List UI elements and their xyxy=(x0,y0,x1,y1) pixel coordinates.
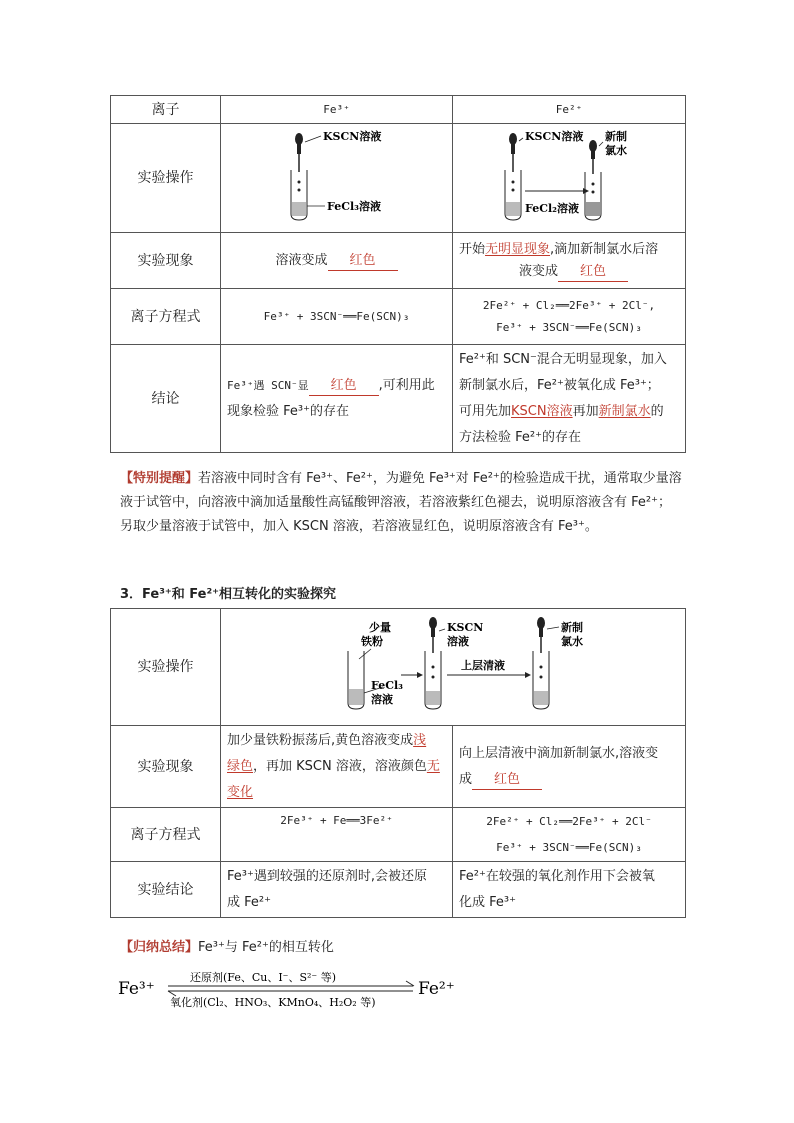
row-label-conclusion: 结论 xyxy=(111,345,221,453)
table-row xyxy=(111,609,686,726)
equation-line: 2Fe³⁺ + Fe══3Fe²⁺ xyxy=(280,814,393,827)
reagent-label: KSCN溶液 xyxy=(525,130,584,143)
special-tip xyxy=(120,467,682,539)
header-ion: 离子 xyxy=(111,96,221,124)
row-label-operation: 实验操作 xyxy=(111,609,221,726)
test-tube-chlorine-figure xyxy=(453,124,686,224)
text: 溶液变成 xyxy=(275,252,328,268)
text-line xyxy=(459,399,679,425)
text: 加少量铁粉振荡后,黄色溶液变成 xyxy=(227,732,414,748)
text: 向上层清液中滴加新制氯水,溶液变 xyxy=(459,745,659,761)
row-label-phenomenon: 实验现象 xyxy=(111,233,221,289)
fecl3-label-1: FeCl₃ xyxy=(371,679,403,692)
fe3-label: Fe³⁺ xyxy=(118,979,155,999)
text: 成 xyxy=(459,771,473,787)
upper-clear-label: 上层清液 xyxy=(461,659,505,672)
equation-line: 2Fe²⁺ + Cl₂══2Fe³⁺ + 2Cl⁻ xyxy=(486,814,652,828)
text: Fe²⁺和 SCN⁻混合无明显现象，加入 xyxy=(459,351,667,367)
reducing-agents-label: 还原剂(Fe、Cu、I⁻、S²⁻ 等) xyxy=(190,971,337,984)
answer-blank: 无 xyxy=(426,758,440,774)
text: 开始 xyxy=(459,241,486,257)
table-row xyxy=(111,862,686,918)
equation-line: Fe³⁺ + 3SCN⁻══Fe(SCN)₃ xyxy=(496,320,642,334)
left-phenomenon xyxy=(221,726,453,808)
chlorine-label-2: 氯水 xyxy=(605,144,627,157)
solution-label: FeCl₂溶液 xyxy=(525,202,579,215)
right-conclusion xyxy=(453,862,686,918)
iron-label-1: 少量 xyxy=(369,621,391,634)
row-label-equation: 离子方程式 xyxy=(111,808,221,862)
summary-label: 【归纳总结】 xyxy=(120,940,199,955)
row-label-equation: 离子方程式 xyxy=(111,289,221,345)
conversion-apparatus-figure xyxy=(221,609,686,717)
row-label-phenomenon: 实验现象 xyxy=(111,726,221,808)
summary-heading xyxy=(120,936,682,960)
chlorine-label-1: 新制 xyxy=(605,130,627,143)
left-equation xyxy=(221,808,453,862)
fe3-equation: Fe³⁺ + 3SCN⁻══Fe(SCN)₃ xyxy=(221,289,453,345)
answer-blank: 新制氯水 xyxy=(598,403,651,419)
text: 化成 Fe³⁺ xyxy=(459,894,516,910)
text: Fe³⁺遇到较强的还原剂时,会被还原 xyxy=(227,868,427,884)
text: 再加 xyxy=(572,403,599,419)
kscn-label-2: 溶液 xyxy=(447,635,469,648)
oxidizing-agents-label: 氧化剂(Cl₂、HNO₃、KMnO₄、H₂O₂ 等) xyxy=(170,996,376,1009)
table-row xyxy=(111,345,686,453)
fe-conversion-table xyxy=(110,608,686,918)
fe2-label: Fe²⁺ xyxy=(418,979,455,999)
answer-blank: 红色 xyxy=(309,377,379,396)
answer-blank: 绿色 xyxy=(227,758,254,774)
left-conclusion xyxy=(221,862,453,918)
fe3-operation-figure xyxy=(221,124,453,233)
equation-line: Fe³⁺ + 3SCN⁻══Fe(SCN)₃ xyxy=(496,840,642,854)
header-fe2: Fe²⁺ xyxy=(453,96,686,124)
table-row xyxy=(111,233,686,289)
text: 现象检验 Fe³⁺的存在 xyxy=(227,403,349,419)
fe3-phenomenon xyxy=(221,233,453,289)
text: ,滴加新制氯水后溶 xyxy=(550,241,659,257)
chlorine-label-1: 新制 xyxy=(561,621,583,634)
solution-label: FeCl₃溶液 xyxy=(327,200,381,213)
table-row xyxy=(111,124,686,233)
interconversion-diagram xyxy=(118,962,478,1012)
text: 新制氯水后，Fe²⁺被氧化成 Fe³⁺； xyxy=(459,377,660,393)
conversion-figure xyxy=(221,609,686,726)
table-row xyxy=(111,289,686,345)
answer-blank: 红色 xyxy=(472,771,542,790)
text: Fe²⁺在较强的氧化剂作用下会被氧 xyxy=(459,868,655,884)
fe2-conclusion xyxy=(453,345,686,453)
text: 方法检验 Fe²⁺的存在 xyxy=(459,429,581,445)
equation-line: 2Fe²⁺ + Cl₂══2Fe³⁺ + 2Cl⁻, xyxy=(482,298,656,312)
header-fe3: Fe³⁺ xyxy=(221,96,453,124)
summary-text: Fe³⁺与 Fe²⁺的相互转化 xyxy=(198,940,334,955)
answer-blank: 变化 xyxy=(227,784,254,800)
text: ，再加 KSCN 溶液，溶液颜色 xyxy=(253,758,427,774)
fe2-operation-figure xyxy=(453,124,686,233)
fecl3-label-2: 溶液 xyxy=(371,693,393,706)
answer-blank: 无明显现象 xyxy=(485,241,551,257)
row-label-conclusion: 实验结论 xyxy=(111,862,221,918)
tip-text: 若溶液中同时含有 Fe³⁺、Fe²⁺，为避免 Fe³⁺对 Fe²⁺的检验造成干扰，通常取少量溶液于试管中，向溶液中滴加适量酸性高锰酸钾溶液，若溶液紫红色褪去，说明原溶液含有 Fe²⁺；另取少量溶液于试管中，加入 KSCN 溶液，若溶液显红色，说明原溶液含有 Fe³⁺。 xyxy=(120,471,682,534)
fe2-equation xyxy=(453,289,686,345)
text: ,可利用此 xyxy=(378,377,435,393)
table-row xyxy=(111,726,686,808)
answer-blank: KSCN溶液 xyxy=(511,403,573,419)
reagent-label: KSCN溶液 xyxy=(323,130,382,143)
test-tube-kscn-figure xyxy=(221,124,453,224)
text: 的 xyxy=(650,403,664,419)
fe3-conclusion xyxy=(221,345,453,453)
section-3-title: 3．Fe³⁺和 Fe²⁺相互转化的实验探究 xyxy=(120,587,337,602)
chlorine-label-2: 氯水 xyxy=(561,635,583,648)
fe2-phenomenon xyxy=(453,233,686,289)
table-row xyxy=(111,808,686,862)
right-equation xyxy=(453,808,686,862)
row-label-operation: 实验操作 xyxy=(111,124,221,233)
text: 成 Fe²⁺ xyxy=(227,894,271,910)
tip-label: 【特别提醒】 xyxy=(120,471,199,486)
text: 可用先加 xyxy=(459,403,512,419)
iron-label-2: 铁粉 xyxy=(361,635,383,648)
answer-blank: 红色 xyxy=(558,263,628,282)
text: 液变成 xyxy=(519,263,559,279)
answer-blank: 红色 xyxy=(328,252,398,271)
table-row xyxy=(111,96,686,124)
right-phenomenon xyxy=(453,726,686,808)
answer-blank: 浅 xyxy=(413,732,427,748)
fe-ion-identification-table xyxy=(110,95,686,453)
text: Fe³⁺遇 SCN⁻显 xyxy=(227,378,309,392)
kscn-label-1: KSCN xyxy=(447,621,484,634)
